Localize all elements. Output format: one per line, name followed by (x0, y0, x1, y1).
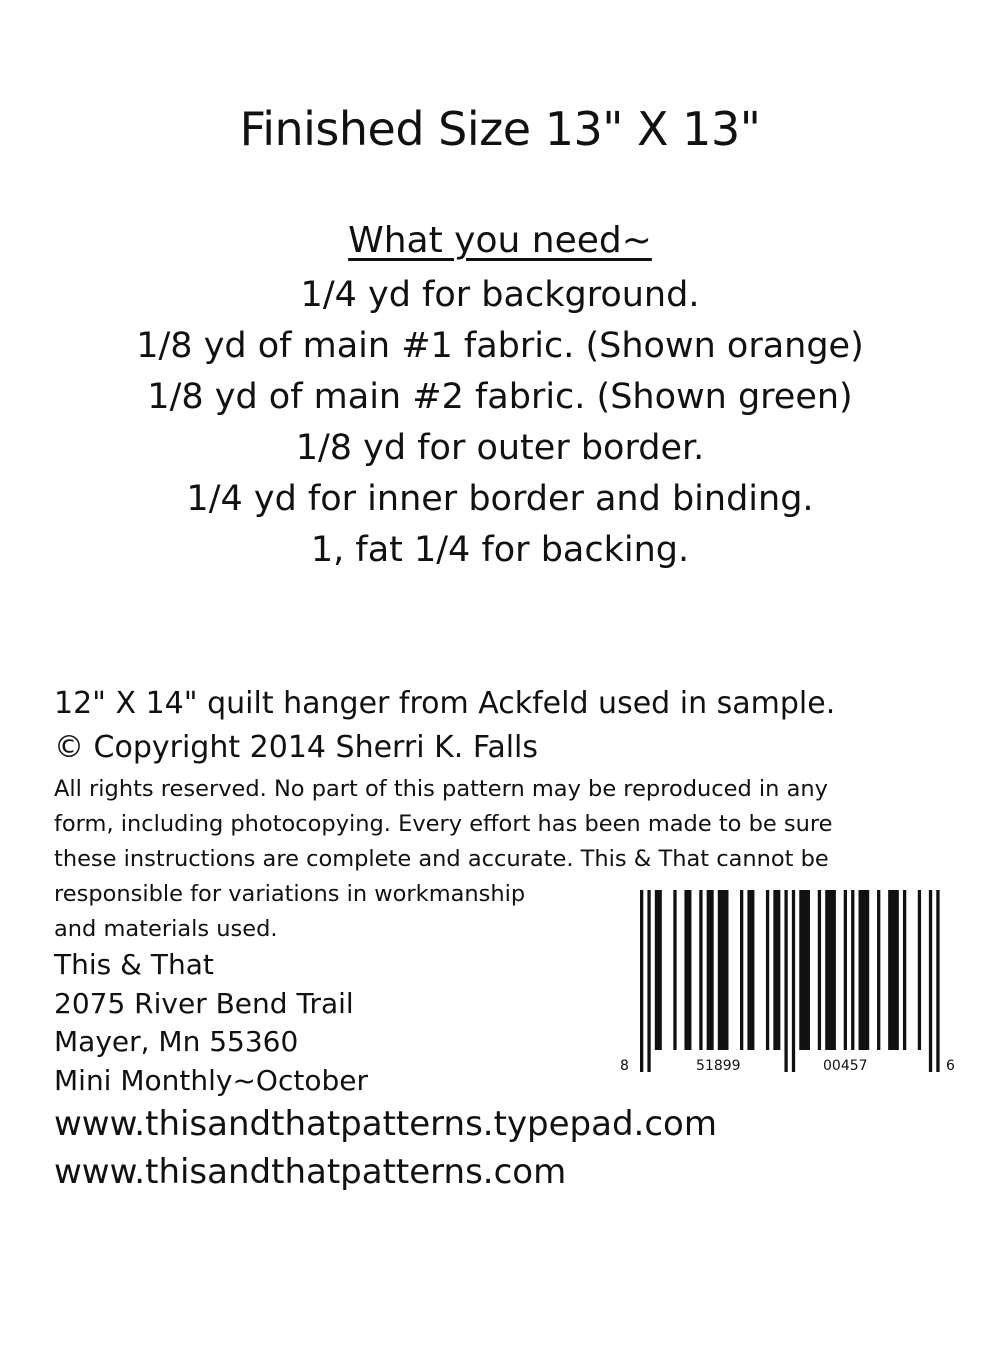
barcode-bar (740, 890, 743, 1050)
barcode-bar (888, 890, 899, 1050)
barcode-right-group: 00457 (823, 1058, 868, 1074)
barcode-bar (903, 890, 906, 1050)
rights-line: these instructions are complete and accurate. This & That cannot be (54, 846, 829, 872)
barcode-bar (818, 890, 821, 1050)
barcode-bar (936, 890, 939, 1072)
barcode-bar (673, 890, 676, 1050)
street-address: 2075 River Bend Trail (54, 986, 354, 1020)
barcode-check-digit: 6 (946, 1058, 955, 1074)
barcode-bar (784, 890, 787, 1072)
barcode-bar (684, 890, 691, 1050)
barcode-bar (647, 890, 650, 1072)
barcode-bar (766, 890, 769, 1050)
material-item: 1/4 yd for background. (300, 275, 700, 315)
barcode-bar (844, 890, 847, 1050)
rights-line: form, including photocopying. Every effort has been made to be sure (54, 811, 833, 837)
finished-size-title: Finished Size 13" X 13" (239, 102, 761, 156)
material-item: 1/8 yd of main #1 fabric. (Shown orange) (136, 326, 864, 366)
company-name: This & That (54, 948, 214, 981)
publisher-address (54, 946, 368, 1100)
rights-line: and materials used. (54, 916, 278, 942)
barcode-bar (773, 890, 780, 1050)
barcode-bar (718, 890, 729, 1050)
material-item: 1/8 yd of main #2 fabric. (Shown green) (147, 377, 853, 417)
barcode-leading-digit: 8 (620, 1058, 629, 1074)
barcode-bars (640, 890, 940, 1072)
city-state-zip: Mayer, Mn 55360 (54, 1025, 299, 1058)
website-link-main[interactable]: www.thisandthatpatterns.com (54, 1152, 567, 1192)
barcode-bar (918, 890, 921, 1050)
barcode-bar (929, 890, 932, 1072)
what-you-need-heading: What you need~ (348, 220, 652, 261)
material-item: 1/8 yd for outer border. (295, 428, 705, 468)
rights-line: All rights reserved. No part of this pattern may be reproduced in any (54, 776, 828, 802)
website-link-typepad[interactable]: www.thisandthatpatterns.typepad.com (54, 1104, 717, 1144)
quilt-hanger-note: 12" X 14" quilt hanger from Ackfeld used in sample. (54, 686, 836, 721)
barcode-bar (877, 890, 880, 1050)
barcode-bar (859, 890, 870, 1050)
barcode-bar (699, 890, 702, 1050)
barcode-left-group: 51899 (696, 1058, 741, 1074)
copyright-line: © Copyright 2014 Sherri K. Falls (54, 730, 538, 765)
barcode-bar (747, 890, 754, 1050)
barcode-bar (640, 890, 643, 1072)
material-item: 1, fat 1/4 for backing. (310, 530, 690, 570)
upc-barcode (618, 888, 962, 1078)
materials-list (0, 270, 1000, 576)
rights-line: responsible for variations in workmanship (54, 881, 526, 907)
barcode-bar (655, 890, 662, 1050)
edition-label: Mini Monthly~October (54, 1063, 368, 1097)
barcode-bar (799, 890, 810, 1050)
barcode-bar (851, 890, 854, 1050)
barcode-bar (825, 890, 836, 1050)
material-item: 1/4 yd for inner border and binding. (186, 479, 814, 519)
barcode-bar (792, 890, 795, 1072)
barcode-bar (707, 890, 714, 1050)
